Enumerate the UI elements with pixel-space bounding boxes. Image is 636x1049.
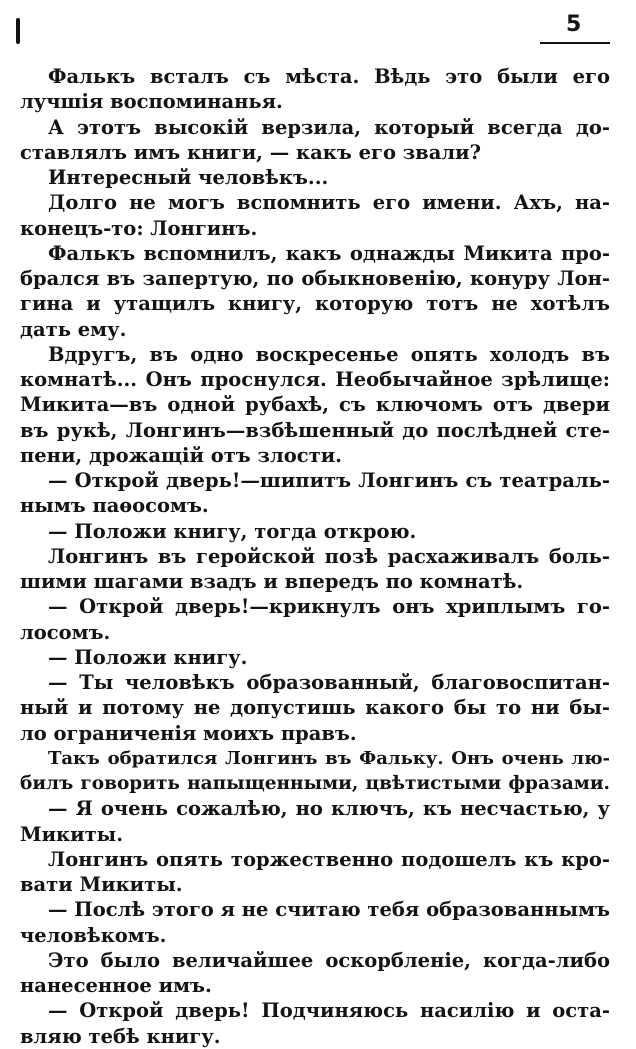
text-line: Фалькъ всталъ съ мѣста. Вѣдь это были его (48, 65, 610, 88)
text-line: Это было величайшее оскорбленіе, когда-либо (48, 948, 610, 972)
text-line: — Открой дверь!—шипитъ Лонгинъ съ театраль- (48, 469, 610, 492)
text-line: Лонгинъ въ геройской позѣ расхаживалъ боль- (48, 544, 610, 568)
text-line: вляю тебѣ книгу. (20, 1024, 221, 1048)
text-line: Интересный человѣкъ... (48, 166, 329, 189)
text-line: Микиты. (20, 822, 124, 846)
text-line: шими шагами взадъ и впередъ по комнатѣ. (20, 570, 524, 593)
text-line: ло ограниченія моихъ правъ. (20, 721, 357, 745)
text-line: вати Микиты. (20, 873, 183, 896)
text-line: — Я очень сожалѣю, но ключъ, къ несчастью, у (48, 797, 610, 821)
text-line: дать ему. (20, 317, 127, 341)
text-line: конецъ-то: Лонгинъ. (20, 216, 258, 240)
text-line: брался въ запертую, по обыкновенію, конуру Лон- (20, 267, 610, 290)
text-line: Микита—въ одной рубахѣ, съ ключомъ отъ двери (20, 393, 610, 417)
margin-mark (16, 18, 20, 44)
text-line: комнатѣ... Онъ проснулся. Необычайное зрѣлище: (20, 368, 610, 391)
text-line: гина и утащилъ книгу, которую тотъ не хотѣлъ (20, 292, 610, 316)
text-line: — Открой дверь! Подчиняюсь насилію и оста- (48, 999, 610, 1023)
page-number: 5 (566, 12, 582, 37)
text-line: ный и потому не допустишь какого бы то ни бы- (20, 696, 610, 720)
text-line: — Послѣ этого я не считаю тебя образованнымъ (48, 898, 610, 922)
text-line: человѣкомъ. (20, 923, 167, 947)
text-line: билъ говорить напыщенными, цвѣтистыми фразами. (20, 773, 610, 794)
body-text (20, 64, 610, 1049)
text-line: Фалькъ вспомнилъ, какъ однажды Микита про- (48, 241, 610, 265)
text-line: ставлялъ имъ книги, — какъ его звали? (20, 140, 482, 164)
text-line: Долго не могъ вспомнить его имени. Ахъ, на- (48, 191, 610, 215)
text-line: лосомъ. (20, 620, 111, 644)
text-line: — Положи книгу. (48, 645, 248, 669)
text-line: Такъ обратился Лонгинъ въ Фальку. Онъ очень лю- (48, 747, 610, 769)
text-line: лучшія воспоминанья. (20, 90, 283, 114)
text-line: пени, дрожащій отъ злости. (20, 443, 342, 467)
text-line: Вдругъ, въ одно воскресенье опять холодъ въ (48, 342, 610, 366)
text-line: нанесенное имъ. (20, 974, 212, 997)
text-line: въ рукѣ, Лонгинъ—взбѣшенный до послѣдней сте- (20, 418, 610, 442)
header-rule (540, 42, 610, 44)
text-line: — Положи книгу, тогда открою. (48, 519, 417, 543)
text-line: А этотъ высокій верзила, который всегда до- (48, 115, 610, 139)
text-line: — Ты человѣкъ образованный, благовоспитан- (48, 671, 610, 694)
text-line: — Открой дверь!—крикнулъ онъ хриплымъ го- (48, 595, 610, 619)
text-line: нымъ паѳосомъ. (20, 494, 209, 518)
text-line: Лонгинъ опять торжественно подошелъ къ кро- (48, 847, 610, 871)
